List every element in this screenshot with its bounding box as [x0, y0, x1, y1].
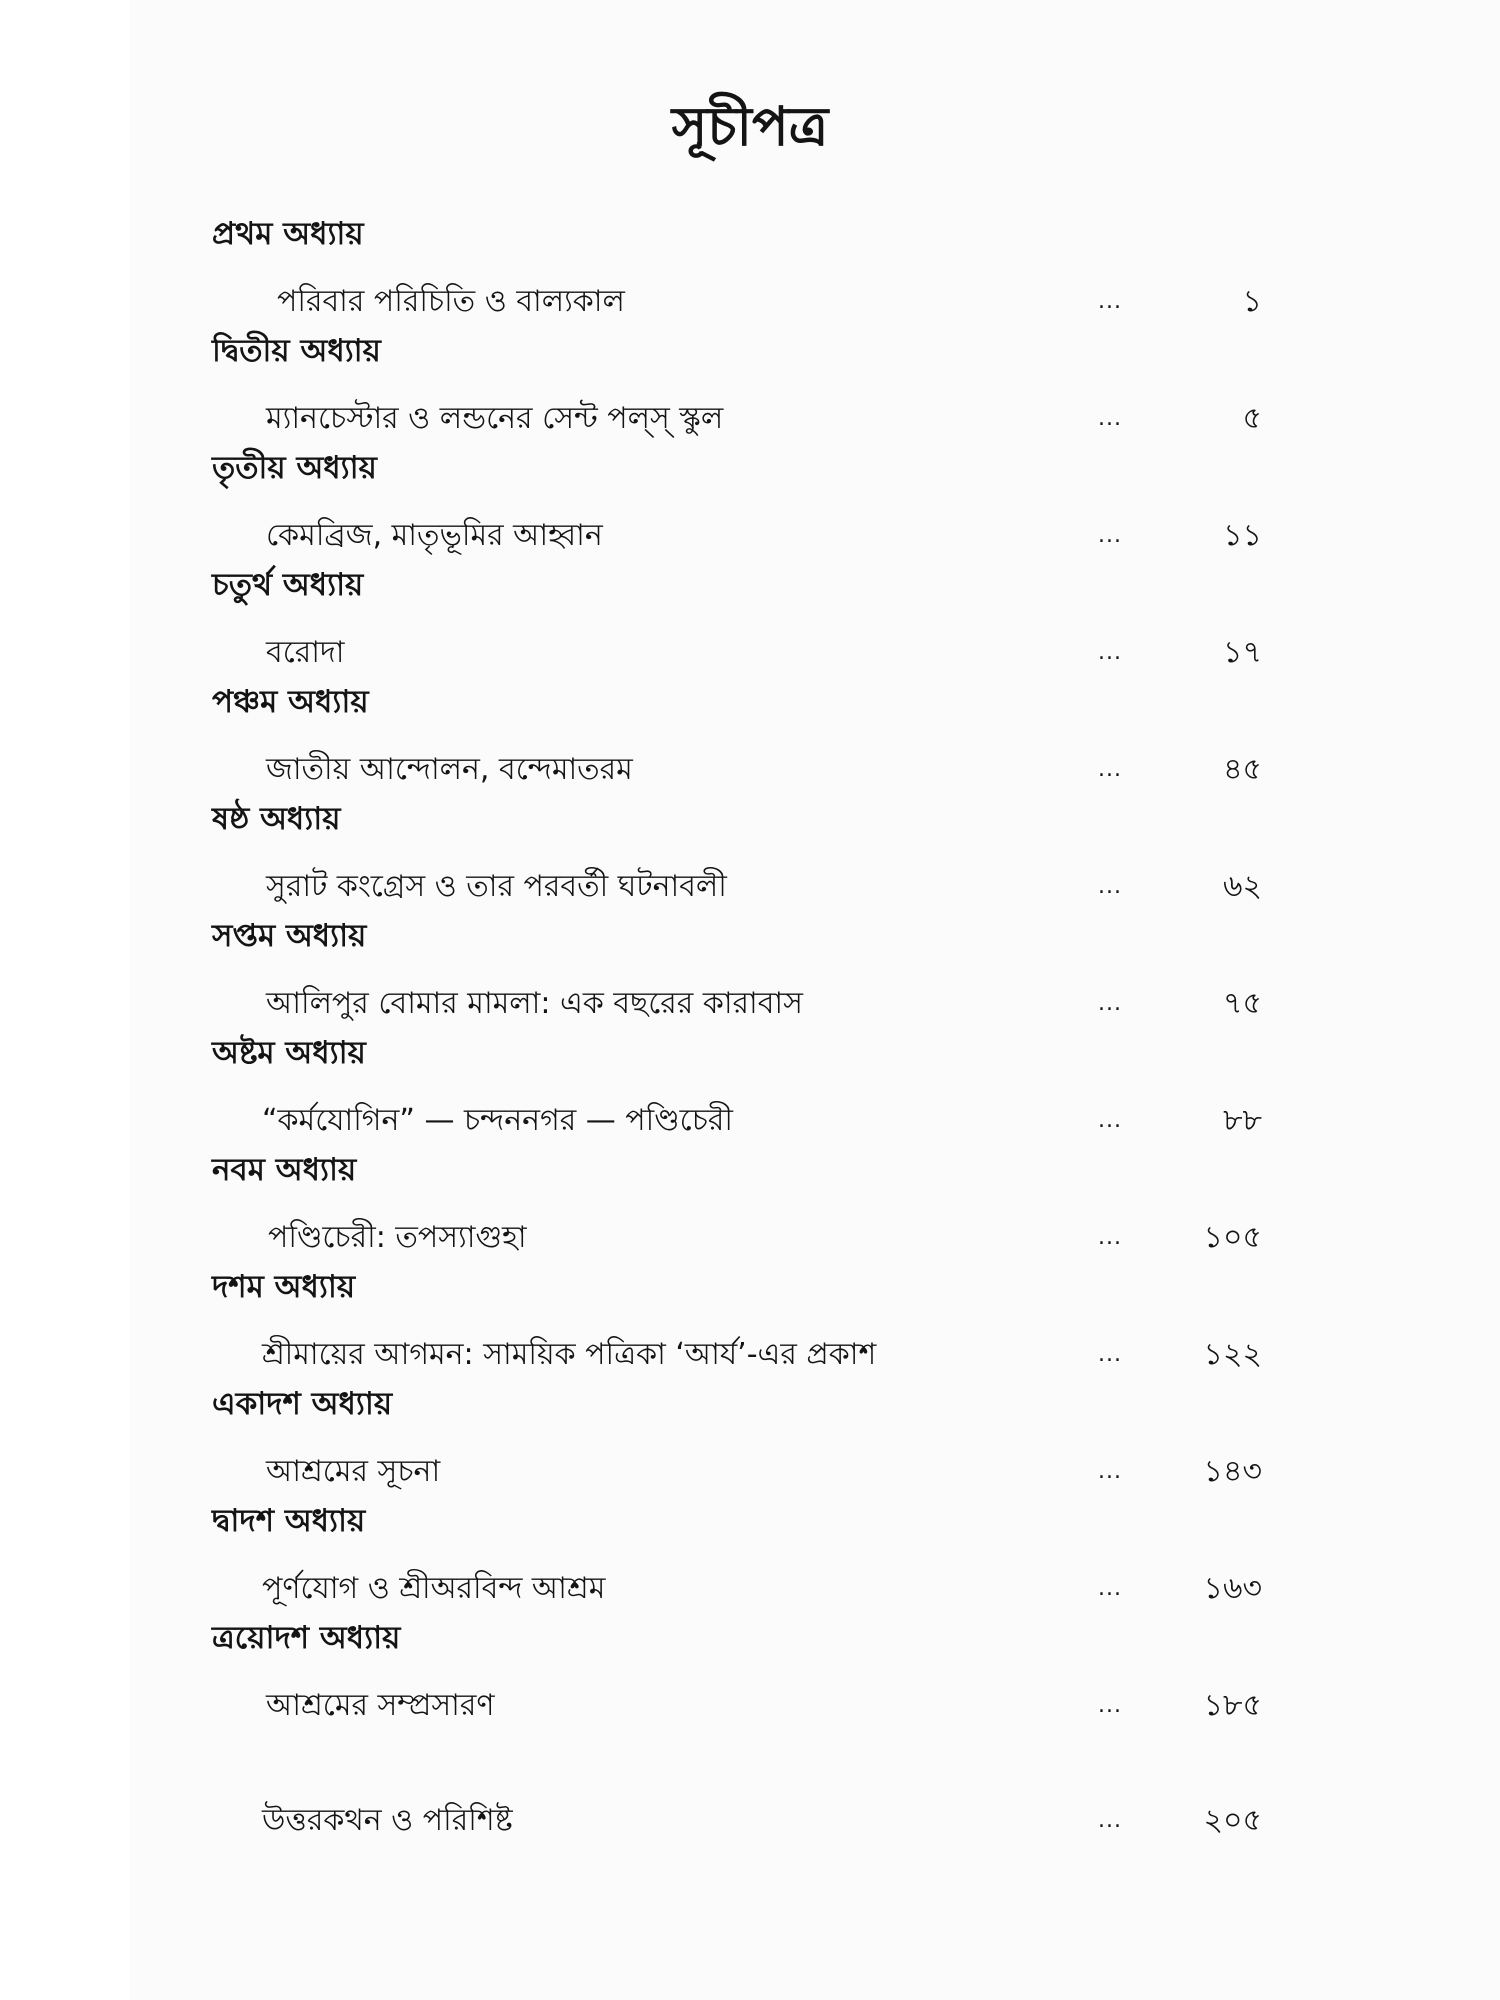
leader-dots: ... [1098, 1108, 1122, 1133]
chapter-title: কেমব্রিজ, মাতৃভূমির আহ্বান [266, 518, 603, 553]
chapter-heading: একাদশ অধ্যায় [212, 1386, 393, 1422]
leader-dots: ... [1098, 757, 1122, 782]
chapter-title: ম্যানচেস্টার ও লন্ডনের সেন্ট পল্‌স্‌ স্কুল [266, 401, 724, 436]
chapter-heading: ষষ্ঠ অধ্যায় [212, 801, 341, 837]
page-number: ১৬৩ [1203, 1571, 1262, 1606]
chapter-title: পরিবার পরিচিতি ও বাল্যকাল [277, 284, 625, 319]
leader-dots: ... [1098, 991, 1122, 1016]
chapter-heading: নবম অধ্যায় [212, 1152, 357, 1188]
chapter-heading: চতুর্থ অধ্যায় [212, 567, 364, 603]
chapter-title: আশ্রমের সম্প্রসারণ [266, 1688, 495, 1723]
chapter-title: আলিপুর বোমার মামলা: এক বছরের কারাবাস [266, 986, 803, 1021]
page-number: ৫ [1242, 401, 1262, 436]
page-number: ৪৫ [1223, 752, 1262, 787]
page-number: ৭৫ [1223, 986, 1262, 1021]
chapter-heading: তৃতীয় অধ্যায় [212, 450, 377, 486]
chapter-heading: পঞ্চম অধ্যায় [212, 684, 369, 720]
chapter-heading: প্রথম অধ্যায় [212, 216, 364, 252]
page-number: ১ [1242, 284, 1262, 319]
page-number: ৬২ [1222, 869, 1262, 904]
chapter-title: বরোদা [266, 635, 345, 670]
leader-dots: ... [1098, 406, 1122, 431]
page-number: ১১ [1223, 518, 1262, 553]
chapter-title: “কর্মযোগিন” — চন্দননগর — পণ্ডিচেরী [262, 1103, 734, 1138]
page-number: ৮৮ [1223, 1103, 1262, 1138]
appendix-title: উত্তরকথন ও পরিশিষ্ট [262, 1803, 513, 1838]
page-number: ১০৫ [1203, 1220, 1262, 1255]
chapter-title: পণ্ডিচেরী: তপস্যাগুহা [268, 1220, 527, 1255]
leader-dots: ... [1098, 1576, 1122, 1601]
chapter-heading: দ্বিতীয় অধ্যায় [212, 333, 381, 369]
chapter-title: সুরাট কংগ্রেস ও তার পরবর্তী ঘটনাবলী [266, 869, 727, 904]
page-title: সূচীপত্র [671, 95, 829, 158]
leader-dots: ... [1098, 523, 1122, 548]
chapter-heading: দ্বাদশ অধ্যায় [212, 1503, 366, 1539]
chapter-title: শ্রীমায়ের আগমন: সাময়িক পত্রিকা ‘আর্য’-এর প্রকাশ [262, 1337, 877, 1372]
page-number: ১৭ [1223, 635, 1262, 670]
leader-dots: ... [1098, 640, 1122, 665]
leader-dots: ... [1098, 1459, 1122, 1484]
page-number: ২০৫ [1203, 1803, 1262, 1838]
chapter-title: পূর্ণযোগ ও শ্রীঅরবিন্দ আশ্রম [262, 1571, 606, 1606]
leader-dots: ... [1098, 1808, 1122, 1833]
chapter-heading: দশম অধ্যায় [212, 1269, 356, 1305]
leader-dots: ... [1098, 1225, 1122, 1250]
chapter-heading: অষ্টম অধ্যায় [212, 1035, 366, 1071]
page-number: ১৮৫ [1203, 1688, 1262, 1723]
leader-dots: ... [1098, 1693, 1122, 1718]
chapter-title: জাতীয় আন্দোলন, বন্দেমাতরম [266, 752, 633, 787]
page-number: ১৪৩ [1203, 1454, 1262, 1489]
chapter-heading: ত্রয়োদশ অধ্যায় [212, 1620, 401, 1656]
leader-dots: ... [1098, 1342, 1122, 1367]
leader-dots: ... [1098, 289, 1122, 314]
chapter-title: আশ্রমের সূচনা [266, 1454, 441, 1489]
leader-dots: ... [1098, 874, 1122, 899]
page-number: ১২২ [1203, 1337, 1262, 1372]
chapter-heading: সপ্তম অধ্যায় [212, 918, 367, 954]
